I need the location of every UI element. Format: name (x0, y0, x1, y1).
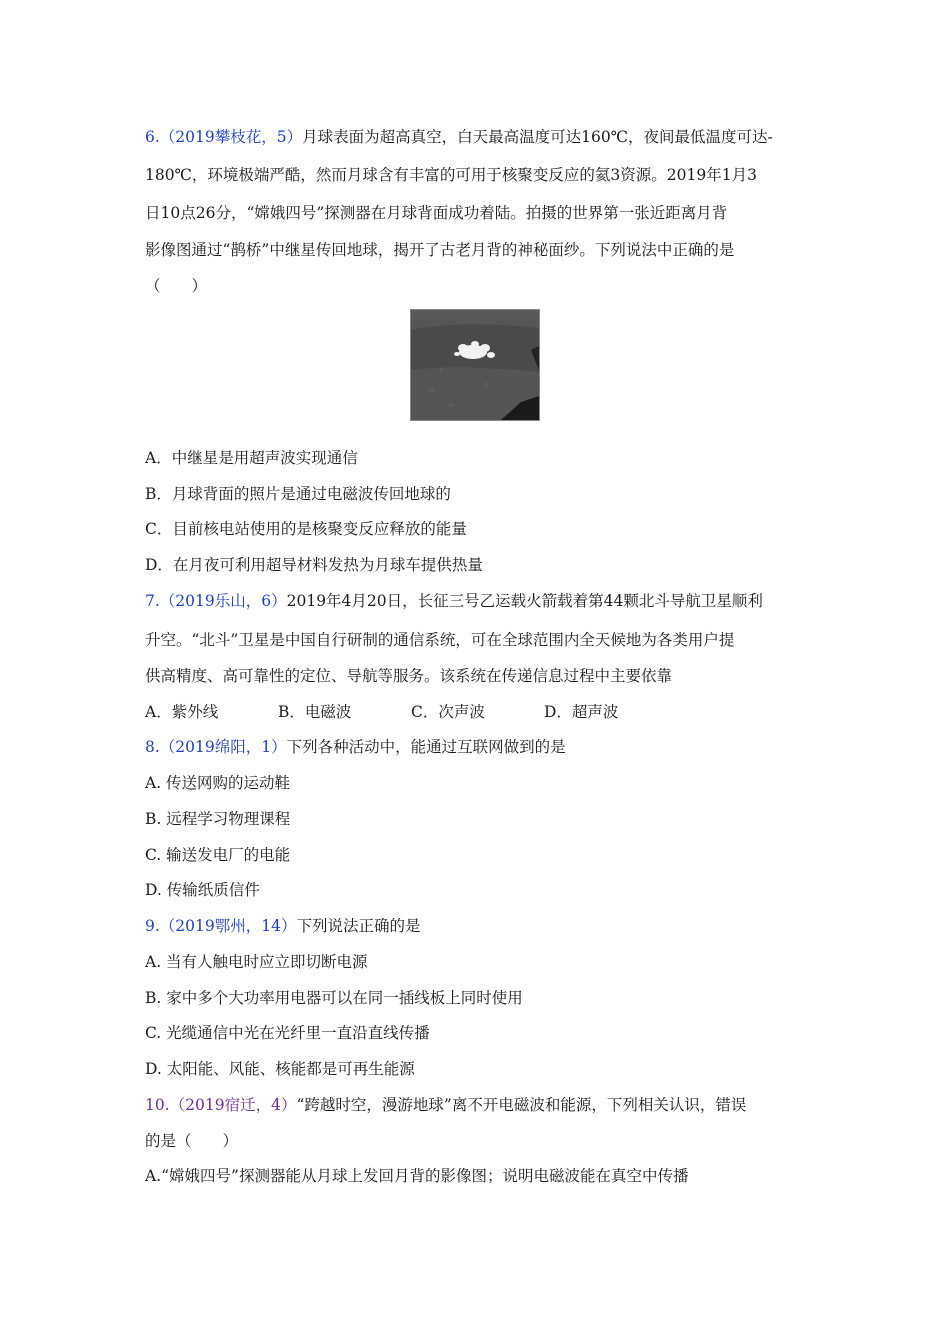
q9-stem: 下列说法正确的是 (296, 917, 421, 935)
q7-option-c: C．次声波 (411, 703, 485, 721)
q8-option-a: A. 传送网购的运动鞋 (145, 774, 291, 792)
q10-stem-2: 的是（ ） (145, 1132, 239, 1150)
q10-stem-1: “跨越时空，漫游地球”离不开电磁波和能源，下列相关认识，错误 (296, 1096, 747, 1114)
q8-stem: 下列各种活动中，能通过互联网做到的是 (286, 738, 566, 756)
q10-option-a: A.“嫦娥四号”探测器能从月球上发回月背的影像图；说明电磁波能在真空中传播 (145, 1167, 689, 1185)
q6-stem-4: 影像图通过“鹊桥”中继星传回地球，揭开了古老月背的神秘面纱。下列说法中正确的是 (145, 241, 735, 259)
q9-option-d: D. 太阳能、风能、核能都是可再生能源 (145, 1060, 415, 1078)
q6-tag: 6.（2019攀枝花，5） (145, 128, 303, 146)
q7-stem-3: 供高精度、高可靠性的定位、导航等服务。该系统在传递信息过程中主要依靠 (145, 667, 673, 685)
q6-option-c: C．目前核电站使用的是核聚变反应释放的能量 (145, 520, 467, 538)
q6-option-d: D．在月夜可利用超导材料发热为月球车提供热量 (145, 556, 483, 574)
q6-line-1 (145, 127, 773, 147)
q8-tag: 8.（2019绵阳，1） (145, 738, 287, 756)
q6-option-b: B．月球背面的照片是通过电磁波传回地球的 (145, 485, 451, 503)
q7-stem-1: 2019年4月20日，长征三号乙运载火箭载着第44颗北斗导航卫星顺利 (286, 592, 763, 610)
q6-stem-1: 月球表面为超高真空，白天最高温度可达160℃，夜间最低温度可达- (302, 128, 773, 146)
q8-option-c: C. 输送发电厂的电能 (145, 846, 291, 864)
q7-stem-2: 升空。“北斗”卫星是中国自行研制的通信系统，可在全球范围内全天候地为各类用户提 (145, 631, 735, 649)
q9-option-c: C. 光缆通信中光在光纤里一直沿直线传播 (145, 1024, 430, 1042)
q7-option-d: D．超声波 (544, 703, 619, 721)
q6-stem-3: 日10点26分，“嫦娥四号”探测器在月球背面成功着陆。拍摄的世界第一张近距离月背 (145, 204, 728, 222)
q7-option-b: B．电磁波 (278, 703, 352, 721)
q8-option-d: D. 传输纸质信件 (145, 881, 260, 899)
moon-far-side-photo (410, 309, 540, 421)
q8-line-1 (145, 737, 566, 757)
q6-stem-2: 180℃，环境极端严酷，然而月球含有丰富的可用于核聚变反应的氦3资源。2019年1月3 (145, 166, 757, 184)
q9-option-a: A. 当有人触电时应立即切断电源 (145, 953, 368, 971)
q9-line-1 (145, 916, 420, 936)
q7-line-1 (145, 591, 763, 611)
q10-line-1 (145, 1095, 746, 1115)
q10-tag: 10.（2019宿迁，4） (145, 1096, 297, 1114)
q6-option-a: A．中继星是用超声波实现通信 (145, 449, 358, 467)
q7-option-a: A．紫外线 (145, 703, 219, 721)
q9-option-b: B. 家中多个大功率用电器可以在同一插线板上同时使用 (145, 989, 523, 1007)
q7-options (145, 702, 618, 722)
q6-blank: （ ） (145, 277, 208, 295)
q7-tag: 7.（2019乐山，6） (145, 592, 287, 610)
q9-tag: 9.（2019鄂州，14） (145, 917, 297, 935)
q8-option-b: B. 远程学习物理课程 (145, 810, 291, 828)
